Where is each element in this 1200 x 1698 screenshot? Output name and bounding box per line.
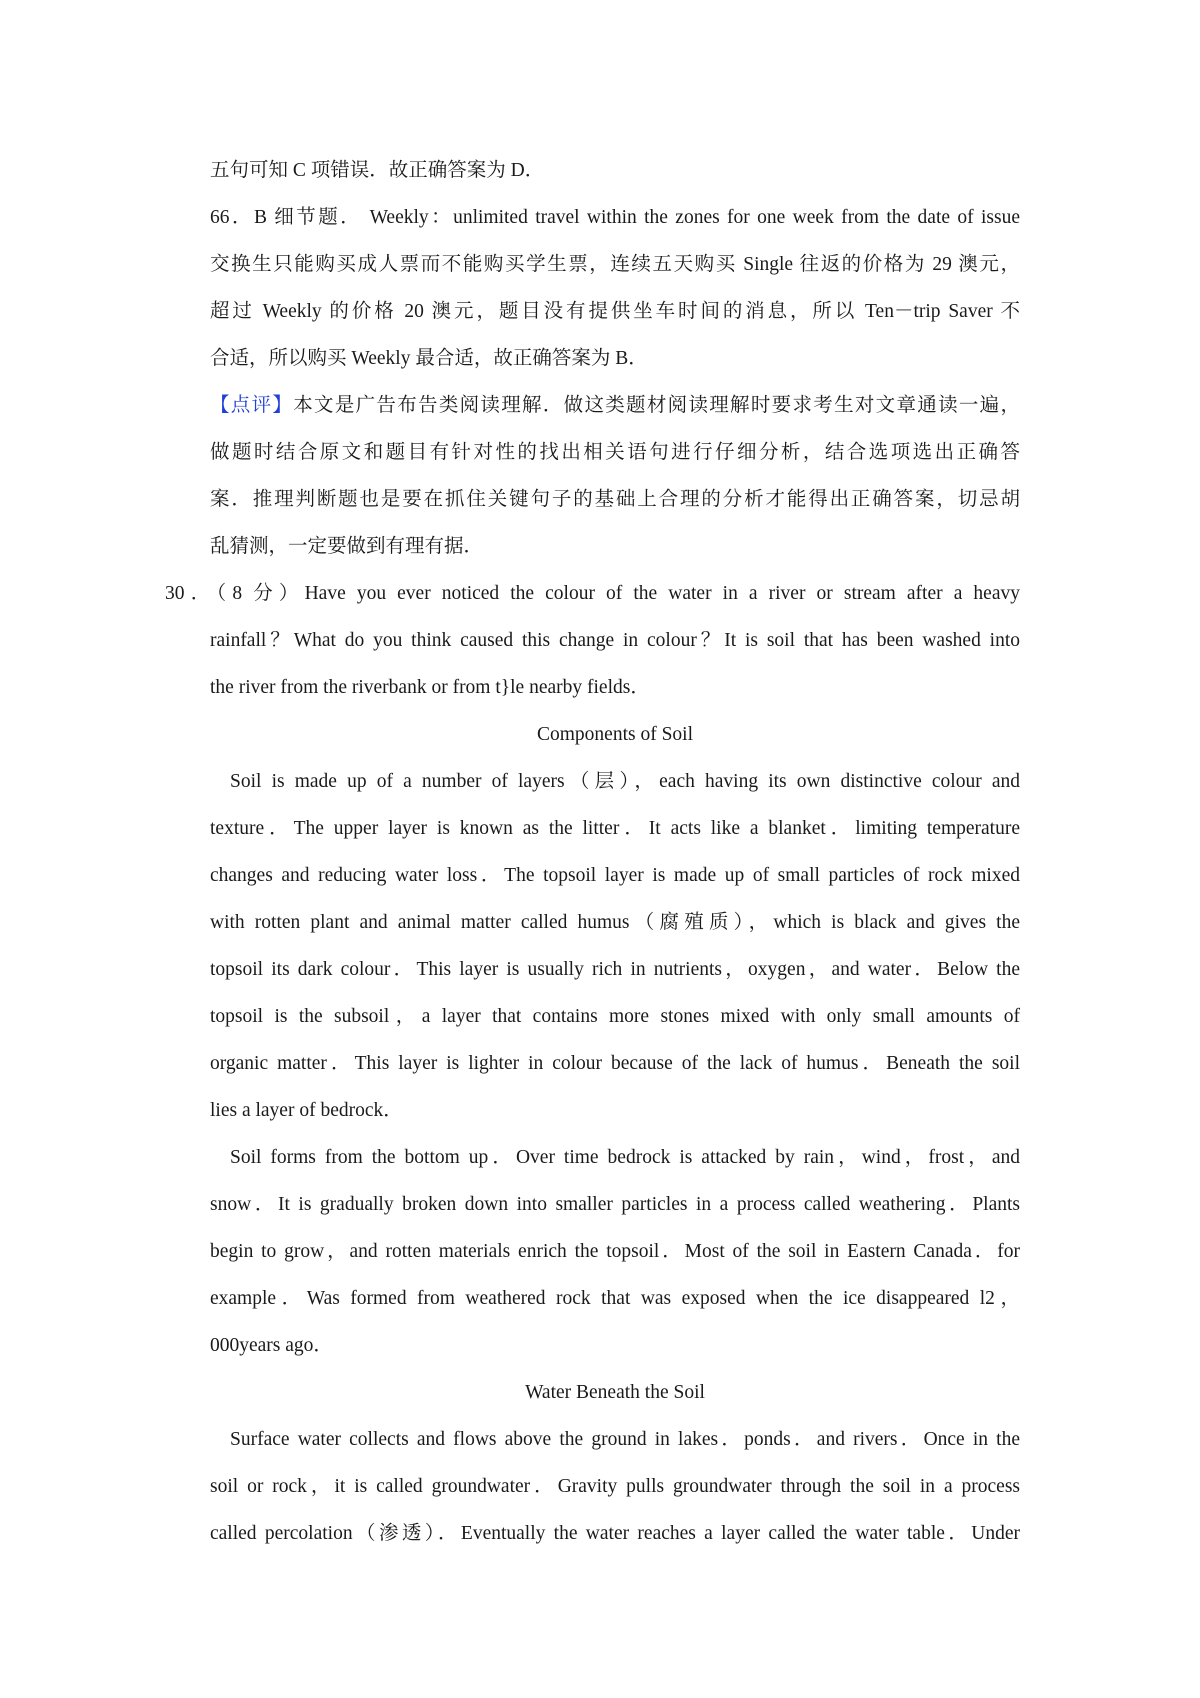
text-line: 66．B 细节题． Weekly：unlimited travel within the zones for one week from the date of issue (210, 207, 1020, 228)
comment-line: 乱猜测，一定要做到有理有据． (210, 536, 484, 557)
paragraph-line: topsoil its dark colour．This layer is usually rich in nutrients，oxygen，and water．Below the (210, 959, 1020, 980)
paragraph-line: snow．It is gradually broken down into smaller particles in a process called weathering．Plants (210, 1194, 1020, 1215)
comment-text: 本文是广告布告类阅读理解．做这类题材阅读理解时要求考生对文章通读一遍， (293, 395, 1020, 416)
text-line: 交换生只能购买成人票而不能购买学生票，连续五天购买 Single 往返的价格为 29 澳元， (210, 254, 1020, 275)
comment-tag: 【点评】 (210, 395, 294, 416)
paragraph-line: soil or rock，it is called groundwater．Gravity pulls groundwater through the soil in a process (210, 1476, 1020, 1497)
paragraph-line: begin to grow，and rotten materials enrich the topsoil．Most of the soil in Eastern Canada．for (210, 1241, 1020, 1262)
question-line: rainfall？What do you think caused this change in colour？It is soil that has been washed into (210, 630, 1020, 651)
question-line: the river from the riverbank or from t}le nearby fields． (210, 677, 650, 698)
section-heading: Water Beneath the Soil (525, 1382, 705, 1403)
text-line: 合适，所以购买 Weekly 最合适，故正确答案为 B． (210, 348, 648, 369)
question-line: 30．（8 分）Have you ever noticed the colour of the water in a river or stream after a heavy (165, 583, 1020, 604)
paragraph-line: changes and reducing water loss．The topsoil layer is made up of small particles of rock mixed (210, 865, 1020, 886)
paragraph-line: texture．The upper layer is known as the litter．It acts like a blanket．limiting temperature (210, 818, 1020, 839)
comment-line: 做题时结合原文和题目有针对性的找出相关语句进行仔细分析，结合选项选出正确答 (210, 442, 1020, 463)
text-line: 五句可知 C 项错误．故正确答案为 D． (210, 160, 545, 181)
text-line: 超过 Weekly 的价格 20 澳元，题目没有提供坐车时间的消息，所以 Ten－trip Saver 不 (210, 301, 1020, 322)
paragraph-line: topsoil is the subsoil，a layer that contains more stones mixed with only small amounts of (210, 1006, 1020, 1027)
comment-line (210, 382, 1020, 429)
paragraph-line: Soil is made up of a number of layers（层），each having its own distinctive colour and (230, 771, 1020, 792)
paragraph-line: organic matter．This layer is lighter in colour because of the lack of humus．Beneath the soil (210, 1053, 1020, 1074)
paragraph-line: example．Was formed from weathered rock that was exposed when the ice disappeared l2， (210, 1288, 1020, 1309)
paragraph-line: Soil forms from the bottom up．Over time bedrock is attacked by rain，wind，frost，and (230, 1147, 1020, 1168)
paragraph-line: called percolation（渗透）．Eventually the water reaches a layer called the water table．Under (210, 1523, 1020, 1544)
paragraph-line: Surface water collects and flows above the ground in lakes．ponds．and rivers．Once in the (230, 1429, 1020, 1450)
paragraph-line: with rotten plant and animal matter called humus（腐殖质），which is black and gives the (210, 912, 1020, 933)
paragraph-line: lies a layer of bedrock． (210, 1100, 403, 1121)
section-heading: Components of Soil (536, 724, 693, 745)
paragraph-line: 000years ago． (210, 1335, 333, 1356)
comment-line: 案．推理判断题也是要在抓住关键句子的基础上合理的分析才能得出正确答案，切忌胡 (210, 489, 1020, 510)
